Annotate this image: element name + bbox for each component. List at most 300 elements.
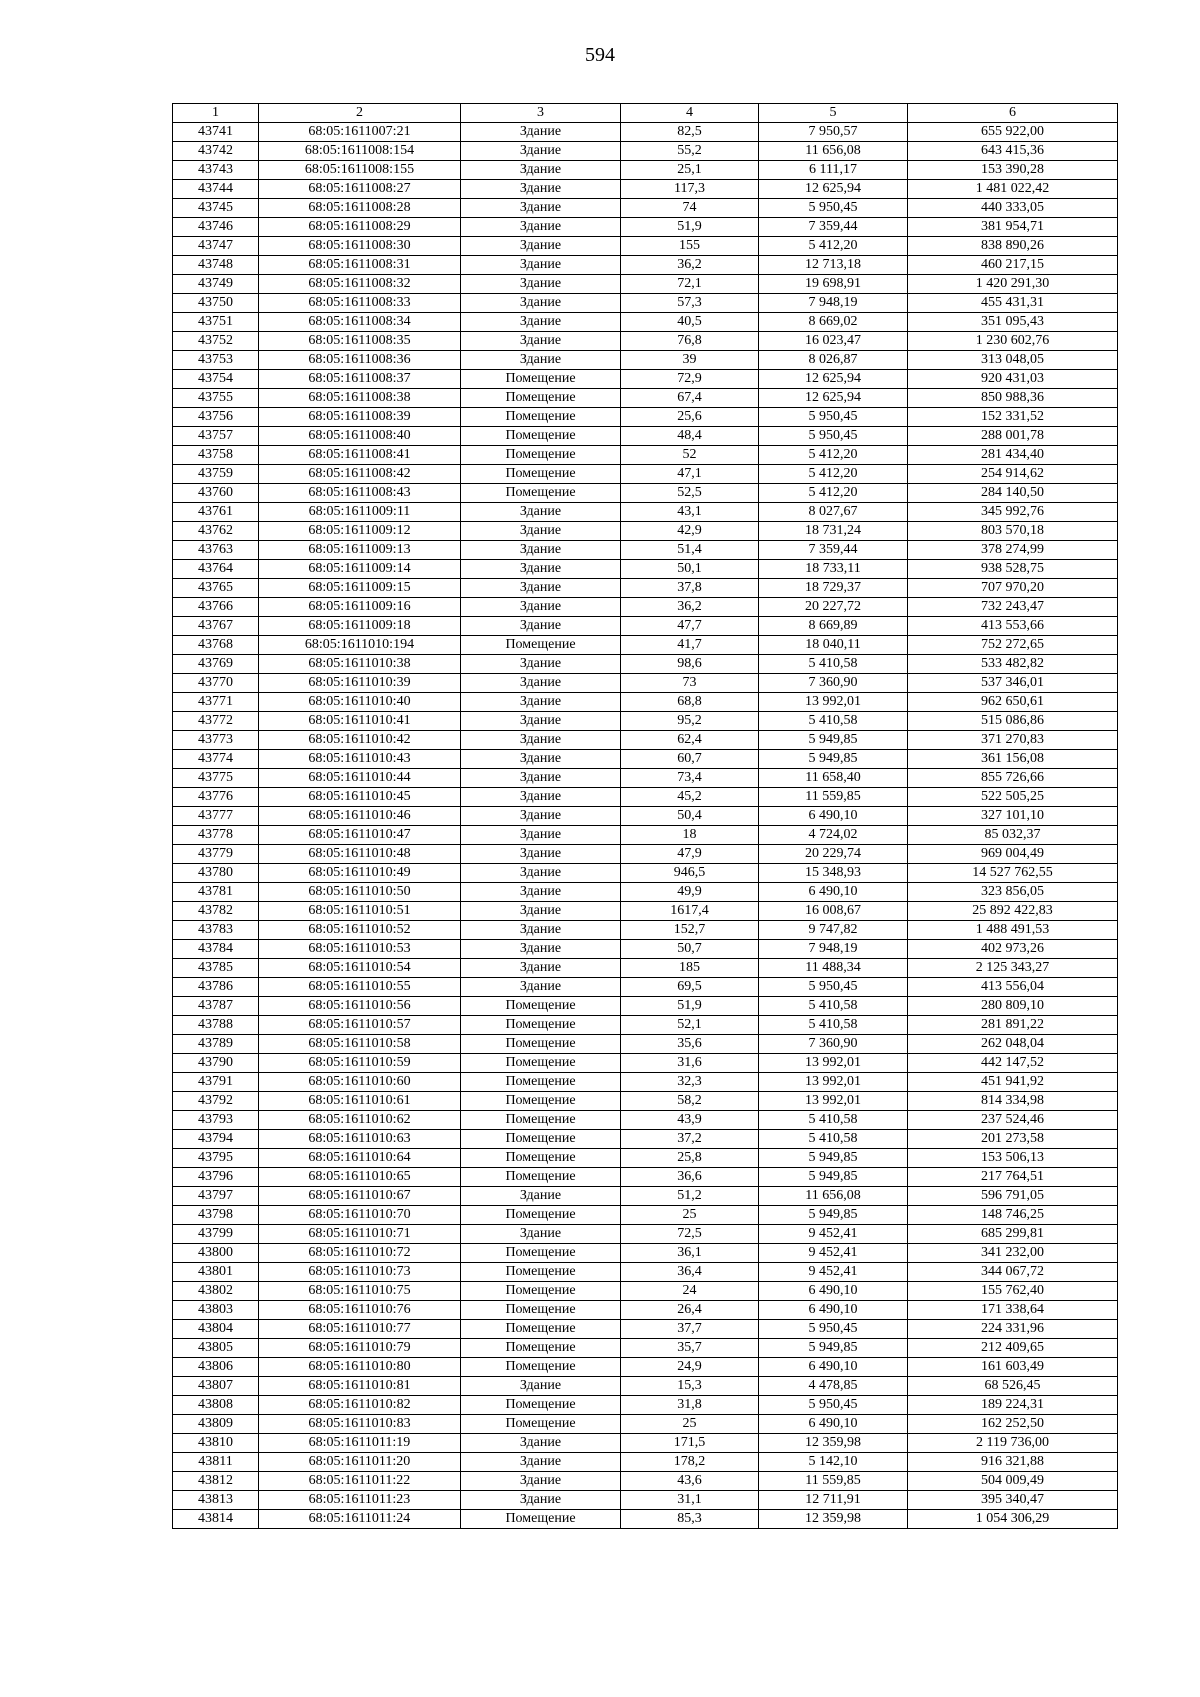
page-number: 594 — [585, 44, 615, 66]
unit-value-cell: 11 656,08 — [759, 1187, 908, 1206]
column-header: 2 — [259, 104, 461, 123]
row-number-cell: 43801 — [173, 1263, 259, 1282]
object-type-cell: Помещение — [461, 636, 621, 655]
cadastral-number-cell: 68:05:1611008:39 — [259, 408, 461, 427]
unit-value-cell: 6 490,10 — [759, 1358, 908, 1377]
row-number-cell: 43805 — [173, 1339, 259, 1358]
cadastral-value-cell: 522 505,25 — [908, 788, 1118, 807]
cadastral-number-cell: 68:05:1611010:40 — [259, 693, 461, 712]
cadastral-number-cell: 68:05:1611010:58 — [259, 1035, 461, 1054]
area-cell: 48,4 — [621, 427, 759, 446]
object-type-cell: Здание — [461, 294, 621, 313]
area-cell: 31,6 — [621, 1054, 759, 1073]
cadastral-number-cell: 68:05:1611010:46 — [259, 807, 461, 826]
cadastral-value-cell: 1 488 491,53 — [908, 921, 1118, 940]
area-cell: 37,7 — [621, 1320, 759, 1339]
unit-value-cell: 5 949,85 — [759, 731, 908, 750]
table-row — [173, 1472, 1118, 1491]
cadastral-number-cell: 68:05:1611010:75 — [259, 1282, 461, 1301]
table-row — [173, 1054, 1118, 1073]
cadastral-value-cell: 14 527 762,55 — [908, 864, 1118, 883]
object-type-cell: Помещение — [461, 1168, 621, 1187]
area-cell: 25,6 — [621, 408, 759, 427]
area-cell: 36,4 — [621, 1263, 759, 1282]
unit-value-cell: 5 412,20 — [759, 484, 908, 503]
cadastral-number-cell: 68:05:1611010:57 — [259, 1016, 461, 1035]
area-cell: 26,4 — [621, 1301, 759, 1320]
row-number-cell: 43811 — [173, 1453, 259, 1472]
cadastral-number-cell: 68:05:1611010:55 — [259, 978, 461, 997]
table-row — [173, 902, 1118, 921]
unit-value-cell: 18 729,37 — [759, 579, 908, 598]
table-row — [173, 142, 1118, 161]
row-number-cell: 43787 — [173, 997, 259, 1016]
area-cell: 68,8 — [621, 693, 759, 712]
unit-value-cell: 11 488,34 — [759, 959, 908, 978]
table-row — [173, 123, 1118, 142]
unit-value-cell: 6 490,10 — [759, 1415, 908, 1434]
unit-value-cell: 12 625,94 — [759, 180, 908, 199]
cadastral-value-cell: 313 048,05 — [908, 351, 1118, 370]
object-type-cell: Помещение — [461, 1073, 621, 1092]
unit-value-cell: 5 950,45 — [759, 1320, 908, 1339]
object-type-cell: Здание — [461, 674, 621, 693]
object-type-cell: Помещение — [461, 1301, 621, 1320]
area-cell: 178,2 — [621, 1453, 759, 1472]
cadastral-number-cell: 68:05:1611010:67 — [259, 1187, 461, 1206]
cadastral-value-cell: 254 914,62 — [908, 465, 1118, 484]
cadastral-number-cell: 68:05:1611008:42 — [259, 465, 461, 484]
unit-value-cell: 8 669,89 — [759, 617, 908, 636]
table-row — [173, 940, 1118, 959]
area-cell: 25 — [621, 1415, 759, 1434]
cadastral-value-cell: 361 156,08 — [908, 750, 1118, 769]
unit-value-cell: 13 992,01 — [759, 1073, 908, 1092]
cadastral-number-cell: 68:05:1611011:20 — [259, 1453, 461, 1472]
area-cell: 47,9 — [621, 845, 759, 864]
table-row — [173, 1358, 1118, 1377]
object-type-cell: Здание — [461, 123, 621, 142]
cadastral-value-cell: 371 270,83 — [908, 731, 1118, 750]
cadastral-number-cell: 68:05:1611008:30 — [259, 237, 461, 256]
object-type-cell: Помещение — [461, 1206, 621, 1225]
table-row — [173, 1092, 1118, 1111]
unit-value-cell: 5 950,45 — [759, 427, 908, 446]
row-number-cell: 43780 — [173, 864, 259, 883]
table-row — [173, 579, 1118, 598]
table-row — [173, 1073, 1118, 1092]
unit-value-cell: 5 410,58 — [759, 1130, 908, 1149]
area-cell: 24 — [621, 1282, 759, 1301]
row-number-cell: 43795 — [173, 1149, 259, 1168]
row-number-cell: 43799 — [173, 1225, 259, 1244]
cadastral-value-cell: 855 726,66 — [908, 769, 1118, 788]
object-type-cell: Здание — [461, 750, 621, 769]
cadastral-number-cell: 68:05:1611010:41 — [259, 712, 461, 731]
object-type-cell: Помещение — [461, 370, 621, 389]
object-type-cell: Здание — [461, 332, 621, 351]
table-row — [173, 845, 1118, 864]
row-number-cell: 43746 — [173, 218, 259, 237]
area-cell: 41,7 — [621, 636, 759, 655]
unit-value-cell: 13 992,01 — [759, 693, 908, 712]
cadastral-value-cell: 345 992,76 — [908, 503, 1118, 522]
unit-value-cell: 6 111,17 — [759, 161, 908, 180]
table-row — [173, 1453, 1118, 1472]
table-row — [173, 807, 1118, 826]
cadastral-value-cell: 288 001,78 — [908, 427, 1118, 446]
unit-value-cell: 20 229,74 — [759, 845, 908, 864]
row-number-cell: 43788 — [173, 1016, 259, 1035]
object-type-cell: Здание — [461, 883, 621, 902]
area-cell: 49,9 — [621, 883, 759, 902]
row-number-cell: 43758 — [173, 446, 259, 465]
area-cell: 62,4 — [621, 731, 759, 750]
cadastral-number-cell: 68:05:1611010:61 — [259, 1092, 461, 1111]
object-type-cell: Здание — [461, 788, 621, 807]
cadastral-number-cell: 68:05:1611010:49 — [259, 864, 461, 883]
area-cell: 67,4 — [621, 389, 759, 408]
unit-value-cell: 11 658,40 — [759, 769, 908, 788]
area-cell: 35,7 — [621, 1339, 759, 1358]
unit-value-cell: 6 490,10 — [759, 807, 908, 826]
table-row — [173, 218, 1118, 237]
cadastral-number-cell: 68:05:1611010:51 — [259, 902, 461, 921]
table-row — [173, 769, 1118, 788]
object-type-cell: Здание — [461, 1187, 621, 1206]
object-type-cell: Помещение — [461, 1263, 621, 1282]
row-number-cell: 43798 — [173, 1206, 259, 1225]
object-type-cell: Здание — [461, 731, 621, 750]
object-type-cell: Здание — [461, 503, 621, 522]
cadastral-value-cell: 262 048,04 — [908, 1035, 1118, 1054]
area-cell: 42,9 — [621, 522, 759, 541]
cadastral-value-cell: 153 390,28 — [908, 161, 1118, 180]
cadastral-value-cell: 596 791,05 — [908, 1187, 1118, 1206]
cadastral-value-cell: 442 147,52 — [908, 1054, 1118, 1073]
table-row — [173, 1491, 1118, 1510]
unit-value-cell: 7 359,44 — [759, 218, 908, 237]
row-number-cell: 43804 — [173, 1320, 259, 1339]
area-cell: 25,1 — [621, 161, 759, 180]
table-row — [173, 883, 1118, 902]
unit-value-cell: 6 490,10 — [759, 1301, 908, 1320]
area-cell: 15,3 — [621, 1377, 759, 1396]
cadastral-number-cell: 68:05:1611009:16 — [259, 598, 461, 617]
cadastral-number-cell: 68:05:1611011:19 — [259, 1434, 461, 1453]
area-cell: 36,1 — [621, 1244, 759, 1263]
unit-value-cell: 7 360,90 — [759, 674, 908, 693]
object-type-cell: Здание — [461, 180, 621, 199]
table-row — [173, 446, 1118, 465]
unit-value-cell: 18 731,24 — [759, 522, 908, 541]
table-row — [173, 161, 1118, 180]
area-cell: 51,9 — [621, 218, 759, 237]
row-number-cell: 43802 — [173, 1282, 259, 1301]
object-type-cell: Здание — [461, 161, 621, 180]
row-number-cell: 43796 — [173, 1168, 259, 1187]
object-type-cell: Помещение — [461, 446, 621, 465]
cadastral-number-cell: 68:05:1611008:38 — [259, 389, 461, 408]
cadastral-number-cell: 68:05:1611010:50 — [259, 883, 461, 902]
cadastral-number-cell: 68:05:1611008:43 — [259, 484, 461, 503]
cadastral-number-cell: 68:05:1611010:76 — [259, 1301, 461, 1320]
row-number-cell: 43764 — [173, 560, 259, 579]
unit-value-cell: 5 410,58 — [759, 712, 908, 731]
unit-value-cell: 12 713,18 — [759, 256, 908, 275]
area-cell: 45,2 — [621, 788, 759, 807]
area-cell: 50,1 — [621, 560, 759, 579]
table-row — [173, 712, 1118, 731]
cadastral-value-cell: 402 973,26 — [908, 940, 1118, 959]
unit-value-cell: 4 724,02 — [759, 826, 908, 845]
cadastral-value-cell: 153 506,13 — [908, 1149, 1118, 1168]
row-number-cell: 43793 — [173, 1111, 259, 1130]
table-row — [173, 674, 1118, 693]
unit-value-cell: 8 669,02 — [759, 313, 908, 332]
object-type-cell: Здание — [461, 617, 621, 636]
table-row — [173, 351, 1118, 370]
row-number-cell: 43809 — [173, 1415, 259, 1434]
object-type-cell: Помещение — [461, 427, 621, 446]
object-type-cell: Здание — [461, 598, 621, 617]
row-number-cell: 43776 — [173, 788, 259, 807]
table-row — [173, 1244, 1118, 1263]
area-cell: 31,1 — [621, 1491, 759, 1510]
unit-value-cell: 19 698,91 — [759, 275, 908, 294]
area-cell: 72,9 — [621, 370, 759, 389]
table-row — [173, 1263, 1118, 1282]
cadastral-number-cell: 68:05:1611010:194 — [259, 636, 461, 655]
cadastral-number-cell: 68:05:1611010:53 — [259, 940, 461, 959]
unit-value-cell: 11 559,85 — [759, 788, 908, 807]
cadastral-number-cell: 68:05:1611007:21 — [259, 123, 461, 142]
cadastral-number-cell: 68:05:1611010:39 — [259, 674, 461, 693]
object-type-cell: Здание — [461, 769, 621, 788]
cadastral-number-cell: 68:05:1611009:15 — [259, 579, 461, 598]
table-row — [173, 389, 1118, 408]
table-row — [173, 864, 1118, 883]
cadastral-value-cell: 68 526,45 — [908, 1377, 1118, 1396]
table-row — [173, 826, 1118, 845]
table-row — [173, 598, 1118, 617]
row-number-cell: 43810 — [173, 1434, 259, 1453]
table-row — [173, 1377, 1118, 1396]
row-number-cell: 43790 — [173, 1054, 259, 1073]
unit-value-cell: 8 027,67 — [759, 503, 908, 522]
area-cell: 171,5 — [621, 1434, 759, 1453]
row-number-cell: 43814 — [173, 1510, 259, 1529]
cadastral-value-cell: 460 217,15 — [908, 256, 1118, 275]
area-cell: 1617,4 — [621, 902, 759, 921]
object-type-cell: Здание — [461, 199, 621, 218]
cadastral-value-cell: 1 420 291,30 — [908, 275, 1118, 294]
cadastral-value-cell: 916 321,88 — [908, 1453, 1118, 1472]
row-number-cell: 43782 — [173, 902, 259, 921]
cadastral-value-cell: 752 272,65 — [908, 636, 1118, 655]
table-row — [173, 1396, 1118, 1415]
table-row — [173, 1320, 1118, 1339]
table-row — [173, 294, 1118, 313]
row-number-cell: 43769 — [173, 655, 259, 674]
area-cell: 152,7 — [621, 921, 759, 940]
area-cell: 36,2 — [621, 256, 759, 275]
cadastral-number-cell: 68:05:1611010:43 — [259, 750, 461, 769]
cadastral-value-cell: 451 941,92 — [908, 1073, 1118, 1092]
unit-value-cell: 8 026,87 — [759, 351, 908, 370]
cadastral-number-cell: 68:05:1611010:64 — [259, 1149, 461, 1168]
cadastral-value-cell: 212 409,65 — [908, 1339, 1118, 1358]
area-cell: 43,6 — [621, 1472, 759, 1491]
cadastral-value-cell: 850 988,36 — [908, 389, 1118, 408]
cadastral-number-cell: 68:05:1611011:23 — [259, 1491, 461, 1510]
column-header: 1 — [173, 104, 259, 123]
unit-value-cell: 5 949,85 — [759, 1168, 908, 1187]
unit-value-cell: 5 949,85 — [759, 750, 908, 769]
area-cell: 72,5 — [621, 1225, 759, 1244]
row-number-cell: 43797 — [173, 1187, 259, 1206]
area-cell: 52,5 — [621, 484, 759, 503]
object-type-cell: Здание — [461, 921, 621, 940]
object-type-cell: Здание — [461, 1225, 621, 1244]
cadastral-value-cell: 323 856,05 — [908, 883, 1118, 902]
row-number-cell: 43813 — [173, 1491, 259, 1510]
cadastral-value-cell: 685 299,81 — [908, 1225, 1118, 1244]
cadastral-value-cell: 351 095,43 — [908, 313, 1118, 332]
object-type-cell: Здание — [461, 1377, 621, 1396]
unit-value-cell: 5 949,85 — [759, 1206, 908, 1225]
cadastral-number-cell: 68:05:1611009:11 — [259, 503, 461, 522]
area-cell: 60,7 — [621, 750, 759, 769]
cadastral-value-cell: 2 119 736,00 — [908, 1434, 1118, 1453]
object-type-cell: Здание — [461, 560, 621, 579]
table-row — [173, 617, 1118, 636]
unit-value-cell: 11 656,08 — [759, 142, 908, 161]
table-row — [173, 1168, 1118, 1187]
area-cell: 47,1 — [621, 465, 759, 484]
row-number-cell: 43779 — [173, 845, 259, 864]
cadastral-number-cell: 68:05:1611008:154 — [259, 142, 461, 161]
table-row — [173, 693, 1118, 712]
row-number-cell: 43778 — [173, 826, 259, 845]
cadastral-value-cell: 85 032,37 — [908, 826, 1118, 845]
cadastral-value-cell: 920 431,03 — [908, 370, 1118, 389]
object-type-cell: Помещение — [461, 1111, 621, 1130]
area-cell: 52 — [621, 446, 759, 465]
table-row — [173, 1510, 1118, 1529]
table-row — [173, 978, 1118, 997]
row-number-cell: 43750 — [173, 294, 259, 313]
cadastral-value-cell: 732 243,47 — [908, 598, 1118, 617]
area-cell: 74 — [621, 199, 759, 218]
object-type-cell: Помещение — [461, 1339, 621, 1358]
unit-value-cell: 20 227,72 — [759, 598, 908, 617]
row-number-cell: 43783 — [173, 921, 259, 940]
unit-value-cell: 16 023,47 — [759, 332, 908, 351]
cadastral-number-cell: 68:05:1611010:70 — [259, 1206, 461, 1225]
cadastral-value-cell: 237 524,46 — [908, 1111, 1118, 1130]
area-cell: 155 — [621, 237, 759, 256]
table-row — [173, 1415, 1118, 1434]
table-row — [173, 1187, 1118, 1206]
unit-value-cell: 5 950,45 — [759, 978, 908, 997]
unit-value-cell: 9 452,41 — [759, 1263, 908, 1282]
object-type-cell: Здание — [461, 826, 621, 845]
row-number-cell: 43744 — [173, 180, 259, 199]
object-type-cell: Здание — [461, 959, 621, 978]
cadastral-value-cell: 969 004,49 — [908, 845, 1118, 864]
cadastral-value-cell: 515 086,86 — [908, 712, 1118, 731]
cadastral-value-cell: 155 762,40 — [908, 1282, 1118, 1301]
cadastral-value-cell: 537 346,01 — [908, 674, 1118, 693]
object-type-cell: Помещение — [461, 997, 621, 1016]
cadastral-number-cell: 68:05:1611010:60 — [259, 1073, 461, 1092]
cadastral-value-cell: 962 650,61 — [908, 693, 1118, 712]
table-body — [173, 123, 1118, 1529]
cadastral-number-cell: 68:05:1611010:52 — [259, 921, 461, 940]
table-row — [173, 1301, 1118, 1320]
row-number-cell: 43772 — [173, 712, 259, 731]
object-type-cell: Здание — [461, 579, 621, 598]
row-number-cell: 43745 — [173, 199, 259, 218]
cadastral-value-cell: 814 334,98 — [908, 1092, 1118, 1111]
cadastral-value-cell: 152 331,52 — [908, 408, 1118, 427]
area-cell: 43,9 — [621, 1111, 759, 1130]
cadastral-value-cell: 171 338,64 — [908, 1301, 1118, 1320]
row-number-cell: 43766 — [173, 598, 259, 617]
table-row — [173, 427, 1118, 446]
cadastral-value-cell: 378 274,99 — [908, 541, 1118, 560]
area-cell: 98,6 — [621, 655, 759, 674]
table-row — [173, 959, 1118, 978]
unit-value-cell: 7 948,19 — [759, 940, 908, 959]
cadastral-value-cell: 280 809,10 — [908, 997, 1118, 1016]
row-number-cell: 43755 — [173, 389, 259, 408]
row-number-cell: 43768 — [173, 636, 259, 655]
cadastral-number-cell: 68:05:1611008:34 — [259, 313, 461, 332]
cadastral-value-cell: 1 481 022,42 — [908, 180, 1118, 199]
cadastral-number-cell: 68:05:1611009:18 — [259, 617, 461, 636]
row-number-cell: 43774 — [173, 750, 259, 769]
area-cell: 69,5 — [621, 978, 759, 997]
unit-value-cell: 5 412,20 — [759, 237, 908, 256]
object-type-cell: Помещение — [461, 484, 621, 503]
area-cell: 51,2 — [621, 1187, 759, 1206]
row-number-cell: 43785 — [173, 959, 259, 978]
row-number-cell: 43765 — [173, 579, 259, 598]
object-type-cell: Помещение — [461, 1035, 621, 1054]
cadastral-number-cell: 68:05:1611011:22 — [259, 1472, 461, 1491]
table-row — [173, 465, 1118, 484]
area-cell: 95,2 — [621, 712, 759, 731]
cadastral-value-cell: 189 224,31 — [908, 1396, 1118, 1415]
object-type-cell: Здание — [461, 218, 621, 237]
cadastral-value-cell: 381 954,71 — [908, 218, 1118, 237]
unit-value-cell: 5 142,10 — [759, 1453, 908, 1472]
area-cell: 31,8 — [621, 1396, 759, 1415]
cadastral-number-cell: 68:05:1611008:32 — [259, 275, 461, 294]
cadastral-number-cell: 68:05:1611010:42 — [259, 731, 461, 750]
unit-value-cell: 18 040,11 — [759, 636, 908, 655]
row-number-cell: 43757 — [173, 427, 259, 446]
cadastral-value-cell: 341 232,00 — [908, 1244, 1118, 1263]
cadastral-value-cell: 148 746,25 — [908, 1206, 1118, 1225]
row-number-cell: 43749 — [173, 275, 259, 294]
table-row — [173, 256, 1118, 275]
area-cell: 50,7 — [621, 940, 759, 959]
object-type-cell: Здание — [461, 351, 621, 370]
row-number-cell: 43789 — [173, 1035, 259, 1054]
